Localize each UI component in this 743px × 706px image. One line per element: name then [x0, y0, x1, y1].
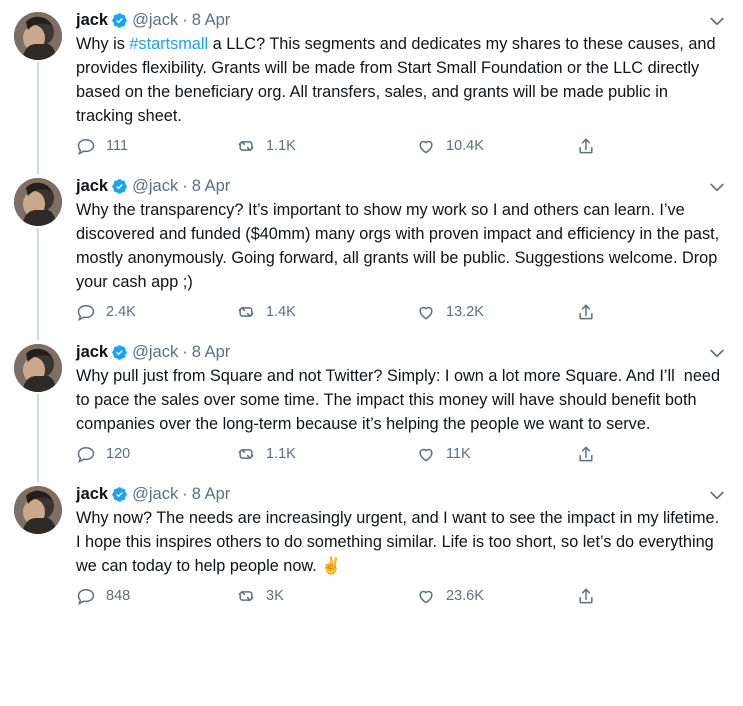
avatar[interactable] — [14, 486, 62, 534]
retweet-count: 1.4K — [266, 304, 296, 320]
verified-badge-icon — [111, 178, 128, 195]
tweet-body — [76, 176, 729, 328]
reply-count: 111 — [106, 138, 129, 154]
tweet-text-part: a LLC? This segments and dedicates my shares to these causes, and provides flexibility. Grants will be made from Start Small Foundation or the LLC directly based on the beneficiary org. All transfers, sales, and grants will be made public in tracking sheet. — [76, 35, 721, 125]
tweet-text-part: Why is — [76, 35, 130, 53]
tweet-header — [76, 342, 725, 362]
tweet-actions — [76, 444, 725, 464]
avatar[interactable] — [14, 178, 62, 226]
tweet-date[interactable]: 8 Apr — [191, 177, 231, 195]
like-button[interactable] — [416, 586, 576, 606]
tweet[interactable] — [0, 332, 743, 474]
separator-dot: · — [182, 343, 188, 361]
share-icon — [576, 586, 596, 606]
avatar[interactable] — [14, 344, 62, 392]
thread-connector-line — [37, 228, 39, 340]
reply-button[interactable] — [76, 302, 236, 322]
heart-icon — [416, 136, 436, 156]
like-count: 10.4K — [446, 138, 484, 154]
retweet-button[interactable] — [236, 136, 416, 156]
share-icon — [576, 444, 596, 464]
reply-icon — [76, 136, 96, 156]
heart-icon — [416, 302, 436, 322]
retweet-icon — [236, 136, 256, 156]
tweet-actions — [76, 586, 725, 606]
tweet[interactable] — [0, 0, 743, 166]
chevron-down-icon[interactable] — [707, 177, 727, 197]
retweet-button[interactable] — [236, 302, 416, 322]
separator-dot: · — [182, 177, 188, 195]
heart-icon — [416, 586, 436, 606]
like-count: 23.6K — [446, 588, 484, 604]
author-handle[interactable]: @jack — [132, 343, 179, 361]
avatar-column — [14, 484, 76, 612]
like-button[interactable] — [416, 444, 576, 464]
tweet-actions — [76, 302, 725, 322]
share-button[interactable] — [576, 586, 616, 606]
chevron-down-icon[interactable] — [707, 343, 727, 363]
retweet-button[interactable] — [236, 444, 416, 464]
tweet-body — [76, 342, 729, 470]
share-button[interactable] — [576, 136, 616, 156]
tweet[interactable] — [0, 474, 743, 616]
tweet-header — [76, 484, 725, 504]
avatar-column — [14, 342, 76, 470]
tweet[interactable] — [0, 166, 743, 332]
share-button[interactable] — [576, 444, 616, 464]
tweet-text: Why now? The needs are increasingly urgent, and I want to see the impact in my lifetime. I hope this inspires others to do something similar. Life is too short, so let’s do everything we can today to help people now. ✌ — [76, 509, 724, 575]
tweet-date[interactable]: 8 Apr — [191, 11, 231, 29]
author-handle[interactable]: @jack — [132, 11, 179, 29]
tweet-date[interactable]: 8 Apr — [191, 485, 231, 503]
tweet-header — [76, 176, 725, 196]
reply-count: 848 — [106, 588, 131, 604]
tweet-body — [76, 10, 729, 162]
tweet-header — [76, 10, 725, 30]
hashtag-link[interactable]: #startsmall — [129, 35, 209, 53]
reply-icon — [76, 444, 96, 464]
heart-icon — [416, 444, 436, 464]
reply-button[interactable] — [76, 586, 236, 606]
retweet-count: 1.1K — [266, 138, 296, 154]
author-name[interactable]: jack — [76, 343, 109, 361]
author-handle[interactable]: @jack — [132, 177, 179, 195]
retweet-button[interactable] — [236, 586, 416, 606]
retweet-count: 1.1K — [266, 446, 296, 462]
retweet-count: 3K — [266, 588, 284, 604]
reply-button[interactable] — [76, 444, 236, 464]
tweet-actions — [76, 136, 725, 156]
verified-badge-icon — [111, 344, 128, 361]
like-count: 11K — [446, 446, 471, 462]
author-handle[interactable]: @jack — [132, 485, 179, 503]
like-button[interactable] — [416, 302, 576, 322]
chevron-down-icon[interactable] — [707, 485, 727, 505]
thread-connector-line — [37, 394, 39, 482]
avatar-column — [14, 176, 76, 328]
verified-badge-icon — [111, 12, 128, 29]
share-button[interactable] — [576, 302, 616, 322]
reply-button[interactable] — [76, 136, 236, 156]
reply-count: 120 — [106, 446, 131, 462]
author-name[interactable]: jack — [76, 11, 109, 29]
tweet-body — [76, 484, 729, 612]
avatar-column — [14, 10, 76, 162]
thread-connector-line — [37, 62, 39, 174]
separator-dot: · — [182, 485, 188, 503]
avatar[interactable] — [14, 12, 62, 60]
share-icon — [576, 136, 596, 156]
author-name[interactable]: jack — [76, 177, 109, 195]
retweet-icon — [236, 302, 256, 322]
like-button[interactable] — [416, 136, 576, 156]
retweet-icon — [236, 444, 256, 464]
verified-badge-icon — [111, 486, 128, 503]
share-icon — [576, 302, 596, 322]
like-count: 13.2K — [446, 304, 484, 320]
tweet-text: Why the transparency? It’s important to show my work so I and others can learn. I’ve discovered and funded ($40mm) many orgs with proven impact and efficiency in the past, mostly anonymously. Going forward, all grants will be public. Suggestions welcome. Drop your cash app ;) — [76, 201, 724, 291]
tweet-date[interactable]: 8 Apr — [191, 343, 231, 361]
chevron-down-icon[interactable] — [707, 11, 727, 31]
retweet-icon — [236, 586, 256, 606]
tweet-text — [76, 32, 725, 128]
separator-dot: · — [182, 11, 188, 29]
reply-icon — [76, 586, 96, 606]
reply-count: 2.4K — [106, 304, 136, 320]
author-name[interactable]: jack — [76, 485, 109, 503]
reply-icon — [76, 302, 96, 322]
tweet-text: Why pull just from Square and not Twitter? Simply: I own a lot more Square. And I’ll need to pace the sales over some time. The impact this money will have should benefit both companies over the long-term because it’s helping the people we want to serve. — [76, 367, 725, 433]
